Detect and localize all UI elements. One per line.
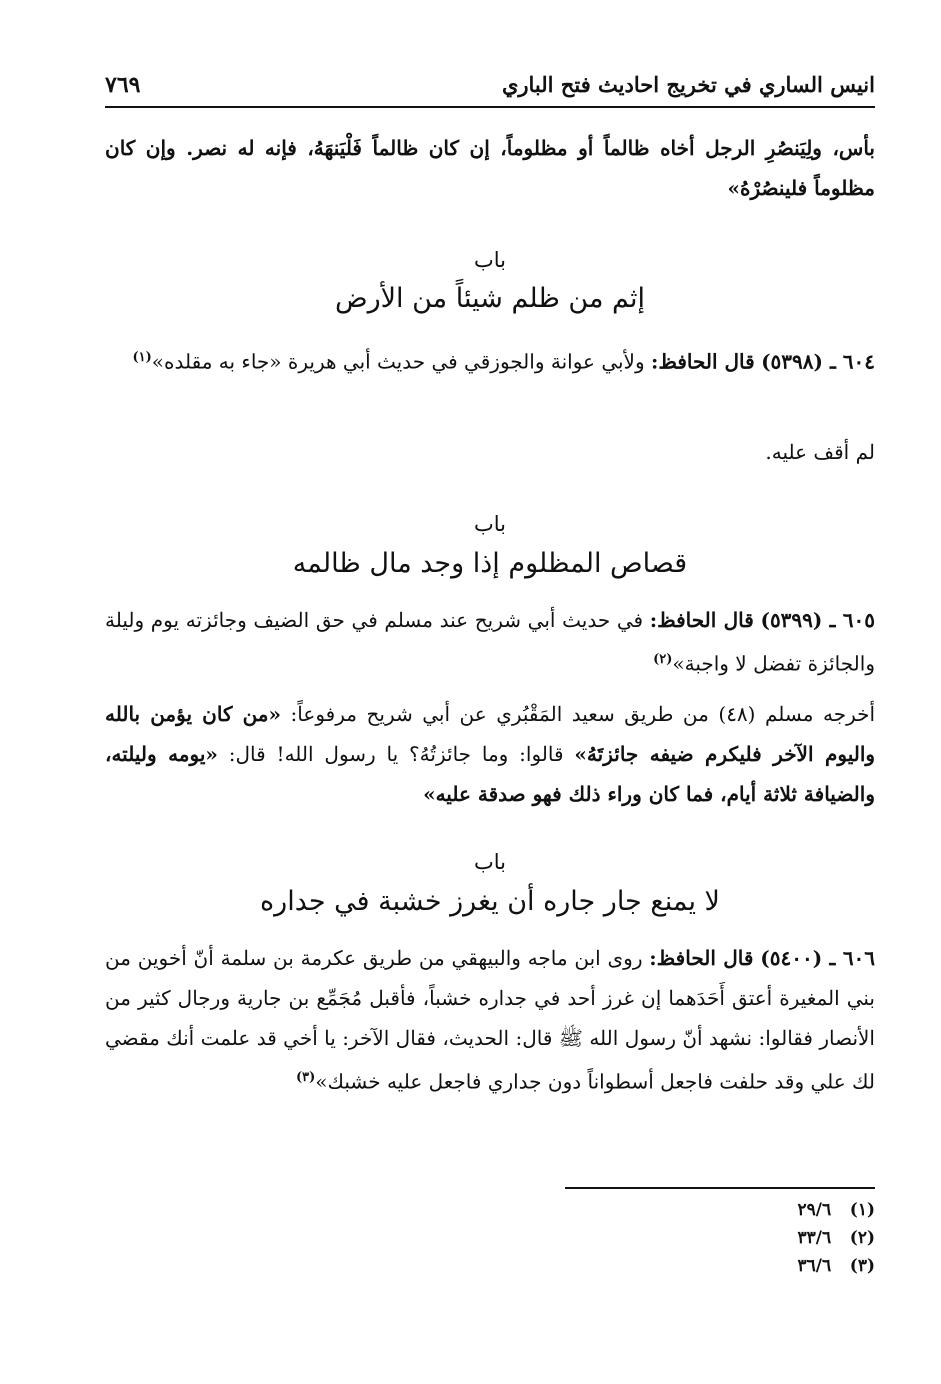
footnote-ref-3: (٣) bbox=[295, 1070, 316, 1085]
hadith-606 bbox=[105, 938, 875, 1102]
footnote-separator bbox=[565, 1187, 875, 1189]
hadith-605-number: ٦٠٥ ـ (٥٣٩٩) bbox=[760, 608, 876, 632]
hadith-605-comment-1: أخرجه مسلم (٤٨) من طريق سعيد المَقْبُري عن أبي شريح مرفوعاً: bbox=[290, 702, 876, 726]
page-number: ٧٦٩ bbox=[105, 72, 141, 98]
hadith-606-text: روى ابن ماجه والبيهقي من طريق عكرمة بن سلمة أنّ أخوين من بني المغيرة أعتق أَحَدَهما إن غرز أحد في جداره خشباً، فأقبل مُجَمِّع بن جارية ورجال كثير من الأنصار فقالوا: نشهد أنّ رسول الله ﷺ قال: الحديث، فقال الآخر: يا أخي قد علمت أنك مقضي لك علي وقد حلفت فاجعل أسطواناً دون جداري فاجعل عليه خشبك» bbox=[105, 946, 875, 1094]
hadith-605-qal: قال الحافظ: bbox=[649, 608, 754, 632]
hadith-605 bbox=[105, 600, 875, 684]
footnote-ref-1: (١) bbox=[132, 350, 152, 365]
footnote-3-text: ٣٦/٦ bbox=[797, 1256, 832, 1276]
section-2-title: قصاص المظلوم إذا وجد مال ظالمه bbox=[292, 548, 688, 579]
footnote-1-number: (١) bbox=[849, 1200, 875, 1220]
hadith-604-text: ولأبي عوانة والجوزقي في حديث أبي هريرة «جاء به مقلده» bbox=[151, 349, 645, 374]
hadith-606-qal: قال الحافظ: bbox=[649, 946, 754, 970]
hadith-604-comment-text: لم أقف عليه. bbox=[765, 440, 875, 464]
footnote-3-number: (٣) bbox=[849, 1256, 875, 1276]
hadith-606-number: ٦٠٦ ـ (٥٤٠٠) bbox=[760, 946, 876, 970]
footnote-2-number: (٢) bbox=[849, 1228, 875, 1248]
section-2-bab: باب bbox=[473, 512, 506, 536]
footnote-1-text: ٢٩/٦ bbox=[797, 1200, 832, 1220]
book-title: انيس الساري في تخريج احاديث فتح الباري bbox=[501, 72, 875, 97]
hadith-605-comment bbox=[105, 694, 875, 814]
hadith-605-text: في حديث أبي شريح عند مسلم في حق الضيف وجائزته يوم وليلة والجائزة تفضل لا واجبة» bbox=[105, 608, 875, 676]
intro-text: بأس، ولِيَنصُرِ الرجل أخاه ظالماً أو مظلوماً، إن كان ظالماً فَلْيَنهَهُ، فإنه له نصر. وإن كان مظلوماً فلينصُرْهُ» bbox=[105, 136, 875, 200]
footnote-3 bbox=[797, 1256, 875, 1276]
section-1-bab: باب bbox=[473, 248, 506, 272]
intro-paragraph bbox=[105, 128, 875, 208]
running-header bbox=[105, 70, 875, 108]
footnote-ref-2: (٢) bbox=[653, 652, 673, 667]
hadith-605-comment-4: «يومه وليلته، والضيافة ثلاثة أيام، فما كان وراء ذلك فهو صدقة عليه» bbox=[105, 742, 875, 806]
hadith-605-comment-3: قالوا: وما جائزتُهُ؟ يا رسول الله! قال: bbox=[228, 742, 564, 766]
hadith-604-number: ٦٠٤ ـ (٥٣٩٨) bbox=[761, 349, 875, 374]
footnote-1 bbox=[797, 1200, 875, 1220]
section-1-title: إثم من ظلم شيئاً من الأرض bbox=[334, 283, 646, 314]
hadith-604-comment bbox=[105, 432, 875, 472]
hadith-605-comment-2: «من كان يؤمن بالله واليوم الآخر فليكرم ضيفه جائزتَهُ» bbox=[105, 702, 876, 766]
section-3-title: لا يمنع جار جاره أن يغرز خشبة في جداره bbox=[260, 886, 720, 917]
section-3-bab: باب bbox=[473, 850, 506, 874]
footnote-2-text: ٣٣/٦ bbox=[797, 1228, 832, 1248]
hadith-604-qal: قال الحافظ: bbox=[650, 349, 755, 374]
hadith-604 bbox=[105, 338, 875, 382]
footnote-2 bbox=[797, 1228, 875, 1248]
